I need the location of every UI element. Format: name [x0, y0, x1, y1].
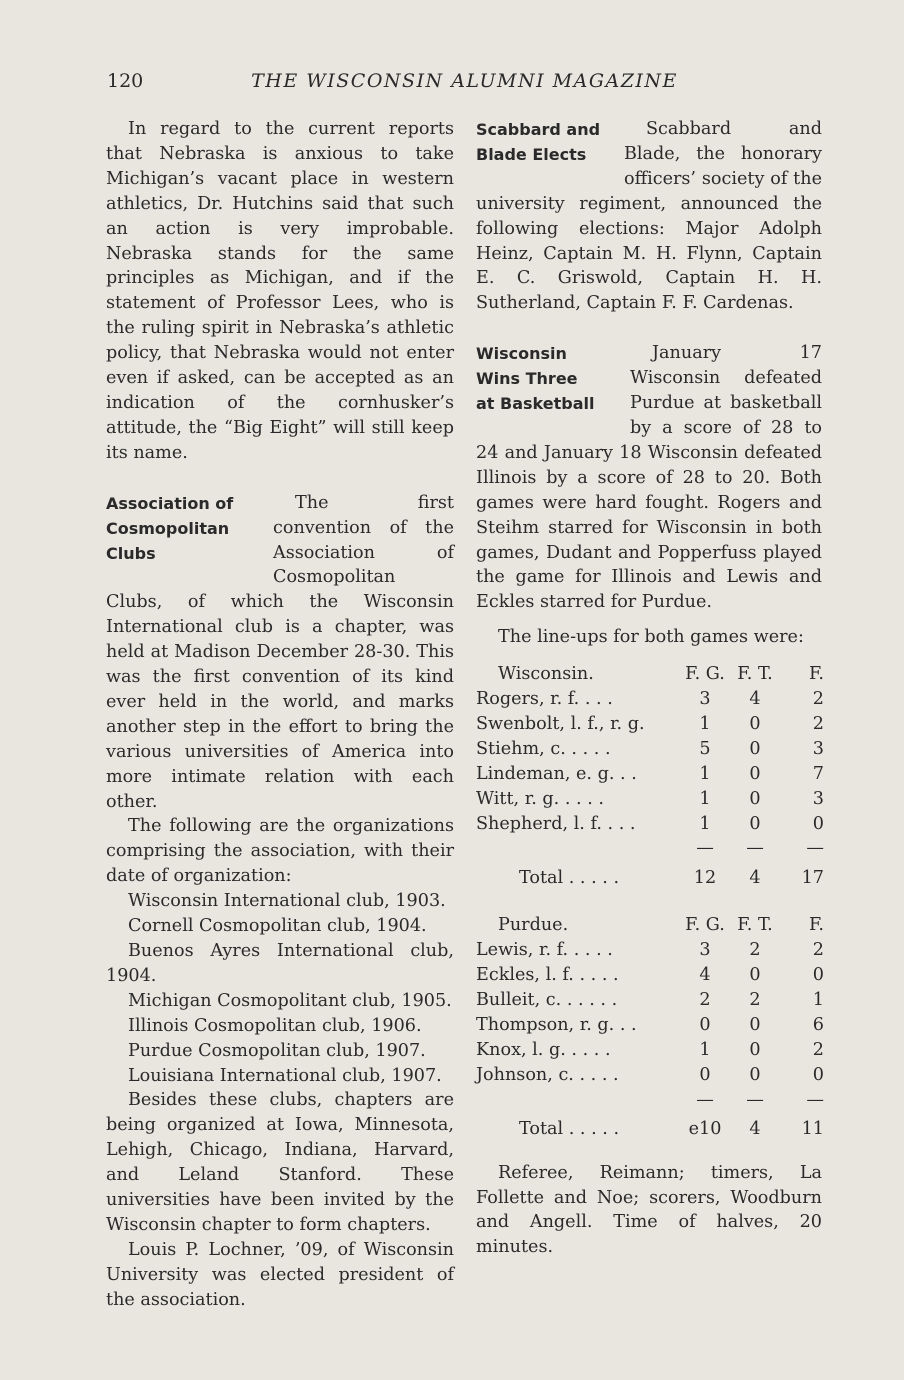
table-row [476, 712, 824, 737]
total-cell: 4 [749, 1119, 761, 1140]
player-name: Rogers, r. f. . . . [476, 689, 613, 710]
total-label: Total . . . . . [519, 867, 620, 888]
col-header: F. T. [737, 664, 773, 685]
right-column [476, 117, 822, 1260]
side-heading-line: at Basketball [476, 394, 595, 414]
club-item: Louisiana International club, 1907. [128, 1065, 442, 1086]
total-row [476, 1113, 824, 1147]
rule-dash: — [806, 838, 824, 859]
team-name: Wisconsin. [498, 664, 594, 685]
stat-cell: 3 [812, 788, 824, 809]
lochner-paragraph: Louis P. Lochner, ’09, of Wisconsin University was elected president of the association. [106, 1239, 454, 1310]
stat-cell: 0 [749, 713, 761, 734]
rule-dash: — [696, 838, 714, 859]
club-item: Buenos Ayres International club, 1904. [106, 941, 454, 986]
table-row [476, 988, 824, 1013]
stat-cell: 4 [749, 689, 761, 710]
stat-cell: 3 [699, 689, 711, 710]
side-heading-scabbard [476, 117, 612, 167]
stat-cell: 2 [812, 713, 824, 734]
stat-cell: 1 [699, 1039, 711, 1060]
club-item: Cornell Cosmopolitan club, 1904. [128, 916, 427, 937]
player-name: Eckles, l. f. . . . . [476, 965, 619, 986]
purdue-lineup-table [476, 913, 824, 1146]
stat-cell: 0 [749, 965, 761, 986]
table-row [476, 963, 824, 988]
stat-cell: 0 [749, 763, 761, 784]
side-heading-line: Scabbard and [476, 120, 601, 139]
table-row [476, 1013, 824, 1038]
side-heading-line: Blade Elects [476, 145, 587, 164]
stat-cell: 0 [749, 1064, 761, 1085]
stat-cell: 2 [812, 689, 824, 710]
table-header-row [476, 913, 824, 938]
organizations-paragraph: The following are the organizations comprising the association, with their date of organization: [106, 816, 454, 887]
total-cell: 11 [801, 1119, 824, 1140]
nebraska-paragraph: In regard to the current reports that Nebraska is anxious to take Michigan’s vacant place in western athletics, Dr. Hutchins said that such an action is very improbable. Nebraska stands for the same principles as Michigan, and if the statement of Professor Lees, who is the ruling spirit in Nebraska’s athletic policy, that Nebraska would not enter even if asked, can be accepted as an indication of the cornhusker’s attitude, the “Big Eight” will still keep its name. [106, 119, 454, 463]
page-header [107, 70, 822, 100]
stat-cell: 0 [749, 1039, 761, 1060]
table-header-row [476, 662, 824, 687]
stat-cell: 1 [699, 763, 711, 784]
club-item: Purdue Cosmopolitan club, 1907. [128, 1040, 426, 1061]
stat-cell: 0 [812, 1064, 824, 1085]
col-header: F. G. [685, 915, 725, 936]
rule-row [476, 836, 824, 861]
total-cell: 12 [693, 867, 717, 888]
stat-cell: 2 [749, 940, 761, 961]
stat-cell: 4 [699, 965, 711, 986]
player-name: Shepherd, l. f. . . . [476, 813, 636, 834]
table-row [476, 812, 824, 837]
magazine-title: THE WISCONSIN ALUMNI MAGAZINE [251, 70, 678, 92]
stat-cell: 3 [812, 738, 824, 759]
left-column [106, 117, 454, 1313]
table-row [476, 938, 824, 963]
rule-row [476, 1088, 824, 1113]
stat-cell: 2 [812, 940, 824, 961]
table-row [476, 762, 824, 787]
total-label: Total . . . . . [519, 1119, 620, 1140]
player-name: Lewis, r. f. . . . . [476, 940, 613, 961]
stat-cell: 0 [749, 788, 761, 809]
player-name: Witt, r. g. . . . . [476, 788, 604, 809]
officials-paragraph: Referee, Reimann; timers, La Follette and Noe; scorers, Woodburn and Angell. Time of halves, 20 minutes. [476, 1162, 822, 1258]
player-name: Knox, l. g. . . . . [476, 1039, 611, 1060]
side-heading-basketball [476, 341, 618, 416]
rule-dash: — [746, 1089, 764, 1110]
stat-cell: 0 [812, 813, 824, 834]
player-name: Johnson, c. . . . . [476, 1064, 619, 1085]
rule-dash: — [696, 1089, 714, 1110]
stat-cell: 0 [749, 738, 761, 759]
stat-cell: 1 [812, 990, 824, 1011]
club-item: Wisconsin International club, 1903. [128, 891, 446, 912]
stat-cell: 1 [699, 788, 711, 809]
stat-cell: 0 [699, 1015, 711, 1035]
table-row [476, 737, 824, 762]
side-heading-line: Clubs [106, 543, 156, 563]
stat-cell: 2 [699, 990, 711, 1011]
club-item: Michigan Cosmopolitant club, 1905. [128, 990, 452, 1011]
side-heading-line: Cosmopolitan [106, 518, 230, 538]
player-name: Swenbolt, l. f., r. g. [476, 713, 645, 734]
stat-cell: 0 [749, 1015, 761, 1035]
side-heading-line: Wins Three [476, 369, 578, 389]
table-row [476, 1038, 824, 1063]
stat-cell: 0 [749, 813, 761, 834]
side-heading-line: Association of [106, 493, 234, 513]
stat-cell: 5 [699, 738, 711, 759]
chapters-paragraph: Besides these clubs, chapters are being organized at Iowa, Minnesota, Lehigh, Chicago, Indiana, Harvard, and Leland Stanford. These universities have been invited by the Wisconsin chapter to form chapters. [106, 1090, 454, 1235]
stat-cell: 2 [749, 990, 761, 1011]
rule-dash: — [806, 1089, 824, 1110]
total-row [476, 861, 824, 895]
team-name: Purdue. [498, 915, 569, 936]
table-row [476, 1063, 824, 1088]
convention-paragraph: The first convention of the Association of Cosmopolitan Clubs, of which the Wisconsin International club is a chapter, was held at Madison December 28-30. This was the first convention of its kind ever held in the world, and marks another step in the effort to bring the various universities of America into more intimate relation with each other. [106, 492, 454, 812]
basketball-paragraph: January 17 Wisconsin defeated Purdue at basketball by a score of 28 to 24 and January 18 Wisconsin defeated Illinois by a score of 28 to 20. Both games were hard fought. Rogers and Steihm starred for Wisconsin in both games, Dudant and Popperfuss played the game for Illinois and Lewis and Eckles starred for Purdue. [476, 343, 822, 613]
stat-cell: 3 [699, 940, 711, 961]
stat-cell: 6 [812, 1015, 824, 1035]
total-cell: 4 [749, 867, 761, 888]
club-item: Illinois Cosmopolitan club, 1906. [128, 1015, 422, 1036]
stat-cell: 0 [812, 965, 824, 986]
page-number: 120 [107, 70, 144, 92]
scabbard-paragraph: Scabbard and Blade, the honorary officers’ society of the university regiment, announced the following elections: Major Adolph Heinz, Captain M. H. Flynn, Captain E. C. Griswold, Captain H. H. Sutherland, Captain F. F. Cardenas. [476, 119, 822, 314]
total-cell: 17 [801, 867, 824, 888]
stat-cell: 1 [699, 713, 711, 734]
rule-dash: — [746, 838, 764, 859]
stat-cell: 1 [699, 813, 711, 834]
col-header: F. [808, 915, 824, 936]
player-name: Stiehm, c. . . . . [476, 738, 611, 759]
col-header: F. [808, 664, 824, 685]
side-heading-line: Wisconsin [476, 344, 567, 364]
col-header: F. G. [685, 664, 725, 685]
player-name: Bulleit, c. . . . . . [476, 990, 618, 1011]
side-heading-cosmopolitan [106, 491, 261, 566]
lineup-intro: The line-ups for both games were: [498, 627, 804, 648]
stat-cell: 0 [699, 1064, 711, 1085]
player-name: Lindeman, e. g. . . [476, 763, 637, 784]
stat-cell: 7 [812, 763, 824, 784]
wisconsin-lineup-table [476, 662, 824, 895]
total-cell: e10 [688, 1119, 722, 1140]
stat-cell: 2 [812, 1039, 824, 1060]
player-name: Thompson, r. g. . . [476, 1015, 637, 1035]
col-header: F. T. [737, 915, 773, 936]
table-row [476, 687, 824, 712]
table-row [476, 787, 824, 812]
